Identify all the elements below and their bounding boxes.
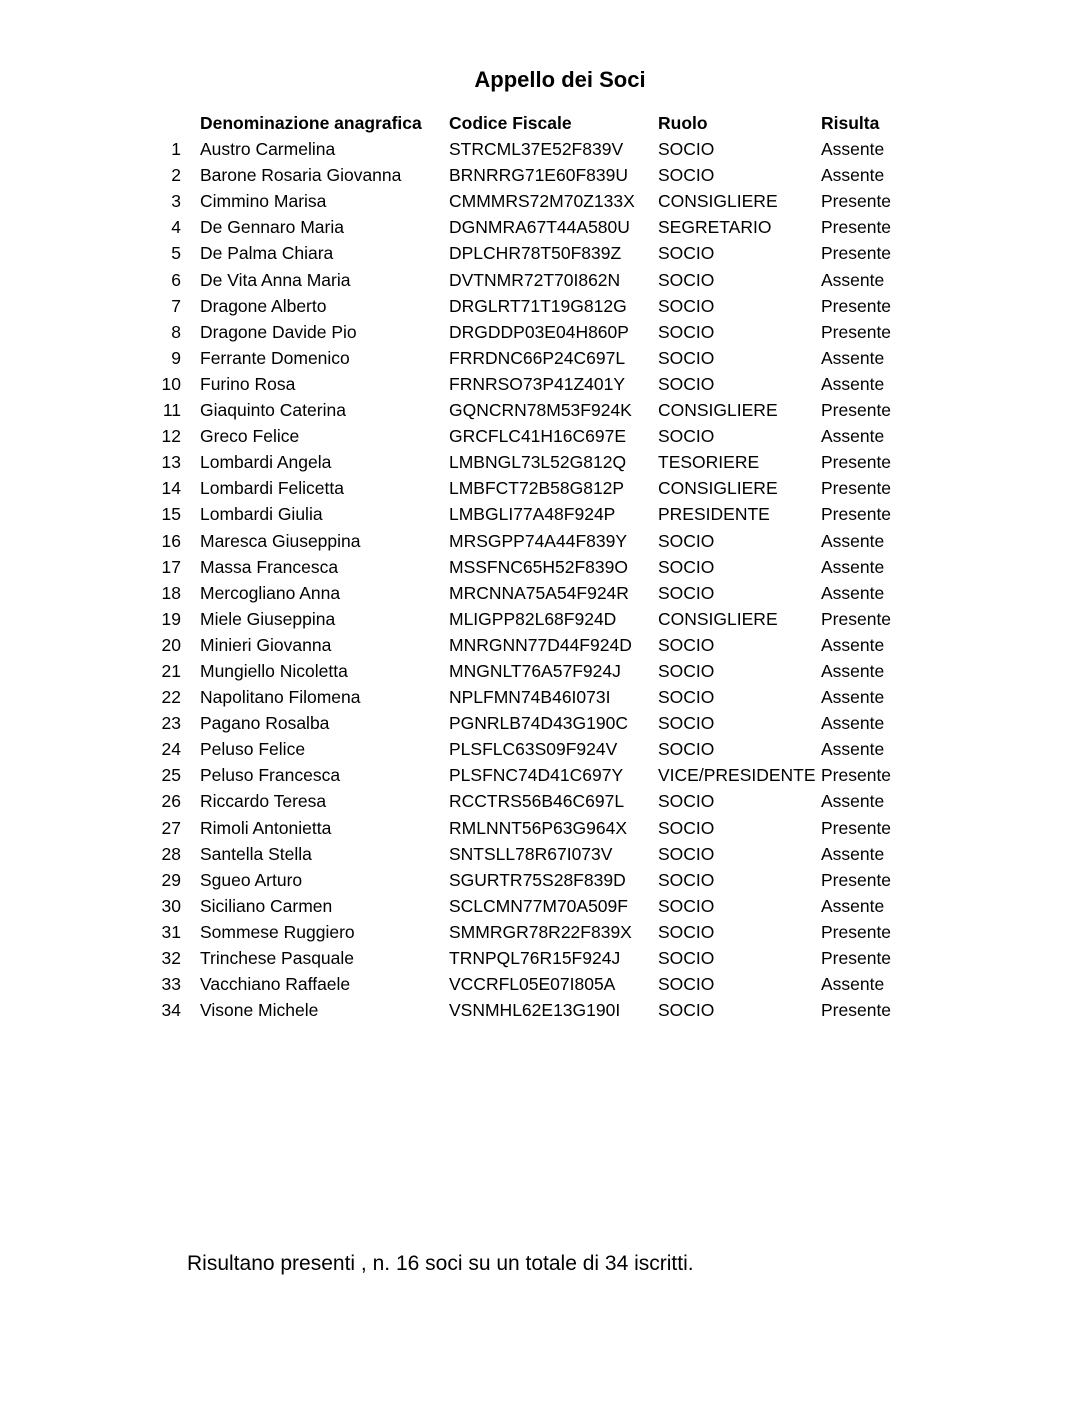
fiscal-code: BRNRRG71E60F839U [449,165,628,186]
header-number [150,110,200,136]
attendance-result: Presente [821,217,892,238]
attendance-result: Presente [821,921,892,942]
member-role: SOCIO [658,530,715,551]
fiscal-code: GQNCRN78M53F924K [449,400,632,421]
fiscal-code: LMBNGL73L52G812Q [449,452,627,473]
member-name: Miele Giuseppina [200,608,336,629]
row-number: 2 [171,165,181,186]
row-number: 18 [161,582,181,603]
attendance-result: Assente [821,582,885,603]
member-name: De Vita Anna Maria [200,269,351,290]
attendance-result: Assente [821,660,885,681]
member-role: CONSIGLIERE [658,191,778,212]
attendance-result: Presente [821,765,892,786]
fiscal-code: STRCML37E52F839V [449,139,624,160]
row-number: 7 [171,295,181,316]
member-role: SOCIO [658,895,715,916]
member-name: Lombardi Angela [200,452,332,473]
header-fiscal-code: Codice Fiscale [449,113,572,133]
member-role: CONSIGLIERE [658,400,778,421]
table-row [150,841,921,867]
member-name: Lombardi Giulia [200,504,323,525]
fiscal-code: DRGDDP03E04H860P [449,321,629,342]
member-role: SOCIO [658,556,715,577]
fiscal-code: TRNPQL76R15F924J [449,948,621,968]
fiscal-code: MNGNLT76A57F924J [449,660,621,681]
table-row [150,710,921,736]
table-row [150,919,921,945]
member-role: PRESIDENTE [658,504,770,525]
member-name: Furino Rosa [200,373,296,394]
member-role: SOCIO [658,713,715,734]
attendance-result: Assente [821,895,885,916]
row-number: 10 [161,373,181,394]
member-name: De Palma Chiara [200,243,334,264]
row-number: 21 [161,660,181,681]
member-name: Rimoli Antonietta [200,817,332,838]
header-result: Risulta [821,113,880,133]
member-name: Napolitano Filomena [200,687,361,708]
member-role: SEGRETARIO [658,217,772,238]
attendance-result: Presente [821,452,892,473]
attendance-result: Presente [821,321,892,342]
member-role: SOCIO [658,139,715,160]
member-role: VICE/PRESIDENTE [658,765,816,786]
member-name: Lombardi Felicetta [200,478,344,499]
row-number: 31 [161,921,181,942]
fiscal-code: PLSFLC63S09F924V [449,739,618,760]
member-role: SOCIO [658,165,715,186]
fiscal-code: FRRDNC66P24C697L [449,347,626,368]
row-number: 1 [171,139,181,160]
table-row [150,214,921,240]
row-number: 14 [161,478,181,499]
attendance-result: Presente [821,243,892,264]
member-name: Pagano Rosalba [200,713,330,734]
member-role: SOCIO [658,1000,715,1021]
attendance-result: Assente [821,426,885,447]
row-number: 13 [161,452,181,473]
attendance-result: Assente [821,634,885,655]
member-name: De Gennaro Maria [200,217,344,238]
row-number: 20 [161,634,181,655]
fiscal-code: MRSGPP74A44F839Y [449,530,628,551]
member-role: SOCIO [658,921,715,942]
fiscal-code: MLIGPP82L68F924D [449,608,617,629]
table-row [150,632,921,658]
fiscal-code: RCCTRS56B46C697L [449,791,625,812]
member-name: Peluso Francesca [200,765,341,786]
fiscal-code: MRCNNA75A54F924R [449,582,629,603]
member-role: CONSIGLIERE [658,608,778,629]
fiscal-code: CMMMRS72M70Z133X [449,191,635,212]
row-number: 25 [161,765,181,786]
header-role: Ruolo [658,113,708,133]
attendance-result: Presente [821,608,892,629]
row-number: 29 [161,869,181,890]
members-table [150,110,921,1023]
row-number: 24 [161,739,181,760]
table-row [150,971,921,997]
attendance-result: Presente [821,1000,892,1021]
table-row [150,475,921,501]
attendance-result: Assente [821,556,885,577]
attendance-result: Presente [821,869,892,890]
fiscal-code: VSNMHL62E13G190I [449,1000,621,1021]
attendance-result: Assente [821,139,885,160]
attendance-result: Presente [821,504,892,525]
row-number: 4 [171,217,181,238]
row-number: 6 [171,269,181,290]
member-name: Austro Carmelina [200,139,336,160]
attendance-result: Assente [821,713,885,734]
member-name: Cimmino Marisa [200,191,327,212]
member-name: Vacchiano Raffaele [200,974,351,995]
header-name: Denominazione anagrafica [200,113,422,133]
row-number: 23 [161,713,181,734]
table-row [150,528,921,554]
table-row [150,554,921,580]
attendance-result: Presente [821,817,892,838]
member-name: Massa Francesca [200,556,339,577]
attendance-summary: Risultano presenti , n. 16 soci su un totale di 34 iscritti. [187,1252,694,1275]
attendance-result: Assente [821,739,885,760]
member-name: Visone Michele [200,1000,319,1021]
table-row [150,267,921,293]
table-row [150,162,921,188]
row-number: 3 [171,191,181,212]
attendance-result: Presente [821,295,892,316]
member-name: Greco Felice [200,426,300,447]
member-name: Ferrante Domenico [200,347,350,368]
table-row [150,762,921,788]
row-number: 19 [161,608,181,629]
member-role: SOCIO [658,843,715,864]
table-row [150,188,921,214]
fiscal-code: GRCFLC41H16C697E [449,426,627,447]
member-role: SOCIO [658,295,715,316]
member-role: SOCIO [658,582,715,603]
member-name: Sgueo Arturo [200,869,303,890]
table-row [150,684,921,710]
fiscal-code: SNTSLL78R67I073V [449,843,613,864]
fiscal-code: FRNRSO73P41Z401Y [449,373,626,394]
row-number: 17 [161,556,181,577]
fiscal-code: LMBGLI77A48F924P [449,504,616,525]
attendance-result: Assente [821,347,885,368]
attendance-result: Presente [821,948,892,968]
fiscal-code: SCLCMN77M70A509F [449,895,628,916]
member-name: Sommese Ruggiero [200,921,355,942]
row-number: 12 [161,426,181,447]
table-row [150,893,921,919]
member-role: SOCIO [658,269,715,290]
fiscal-code: PGNRLB74D43G190C [449,713,628,734]
member-role: SOCIO [658,634,715,655]
page-title: Appello dei Soci [474,67,646,92]
member-role: SOCIO [658,660,715,681]
table-row [150,449,921,475]
member-role: SOCIO [658,948,715,968]
table-row [150,945,921,971]
fiscal-code: PLSFNC74D41C697Y [449,765,624,786]
member-name: Trinchese Pasquale [200,948,355,968]
attendance-result: Assente [821,165,885,186]
table-row [150,423,921,449]
member-role: SOCIO [658,791,715,812]
fiscal-code: MSSFNC65H52F839O [449,556,628,577]
member-name: Maresca Giuseppina [200,530,361,551]
fiscal-code: RMLNNT56P63G964X [449,817,627,838]
member-name: Dragone Davide Pio [200,321,357,342]
row-number: 22 [161,687,181,708]
table-row [150,501,921,527]
member-role: SOCIO [658,739,715,760]
row-number: 32 [161,948,181,968]
table-body [150,136,921,1023]
attendance-result: Assente [821,373,885,394]
member-name: Barone Rosaria Giovanna [200,165,402,186]
member-name: Mungiello Nicoletta [200,660,348,681]
attendance-result: Assente [821,269,885,290]
member-role: SOCIO [658,347,715,368]
table-row [150,240,921,266]
row-number: 8 [171,321,181,342]
fiscal-code: MNRGNN77D44F924D [449,634,632,655]
fiscal-code: VCCRFL05E07I805A [449,974,616,995]
member-name: Peluso Felice [200,739,306,760]
row-number: 30 [161,895,181,916]
table-row [150,997,921,1023]
table-header-row [150,110,921,136]
attendance-result: Assente [821,530,885,551]
member-role: SOCIO [658,243,715,264]
attendance-result: Presente [821,400,892,421]
fiscal-code: DPLCHR78T50F839Z [449,243,622,264]
member-role: SOCIO [658,869,715,890]
member-role: SOCIO [658,373,715,394]
fiscal-code: DRGLRT71T19G812G [449,295,627,316]
table-row [150,606,921,632]
table-row [150,345,921,371]
row-number: 28 [161,843,181,864]
member-name: Giaquinto Caterina [200,400,346,421]
fiscal-code: SGURTR75S28F839D [449,869,626,890]
table-row [150,736,921,762]
table-row [150,580,921,606]
row-number: 26 [161,791,181,812]
member-name: Dragone Alberto [200,295,327,316]
fiscal-code: DVTNMR72T70I862N [449,269,621,290]
row-number: 34 [161,1000,181,1021]
row-number: 27 [161,817,181,838]
member-name: Riccardo Teresa [200,791,327,812]
member-role: SOCIO [658,687,715,708]
row-number: 16 [161,530,181,551]
member-name: Minieri Giovanna [200,634,332,655]
attendance-result: Presente [821,478,892,499]
row-number: 15 [161,504,181,525]
member-name: Mercogliano Anna [200,582,341,603]
row-number: 5 [171,243,181,264]
row-number: 11 [162,400,181,421]
member-role: SOCIO [658,426,715,447]
table-row [150,319,921,345]
member-role: SOCIO [658,974,715,995]
row-number: 9 [171,347,181,368]
attendance-result: Assente [821,974,885,995]
table-row [150,293,921,319]
fiscal-code: DGNMRA67T44A580U [449,217,630,238]
table-row [150,136,921,162]
member-role: CONSIGLIERE [658,478,778,499]
member-name: Santella Stella [200,843,312,864]
member-name: Siciliano Carmen [200,895,333,916]
table-row [150,867,921,893]
fiscal-code: SMMRGR78R22F839X [449,921,632,942]
fiscal-code: NPLFMN74B46I073I [449,687,611,708]
table-row [150,371,921,397]
attendance-result: Assente [821,687,885,708]
member-role: SOCIO [658,321,715,342]
table-row [150,815,921,841]
table-row [150,788,921,814]
attendance-result: Assente [821,791,885,812]
attendance-result: Assente [821,843,885,864]
table-row [150,658,921,684]
row-number: 33 [161,974,181,995]
member-role: SOCIO [658,817,715,838]
member-role: TESORIERE [658,452,760,473]
fiscal-code: LMBFCT72B58G812P [449,478,625,499]
attendance-result: Presente [821,191,892,212]
table-row [150,397,921,423]
